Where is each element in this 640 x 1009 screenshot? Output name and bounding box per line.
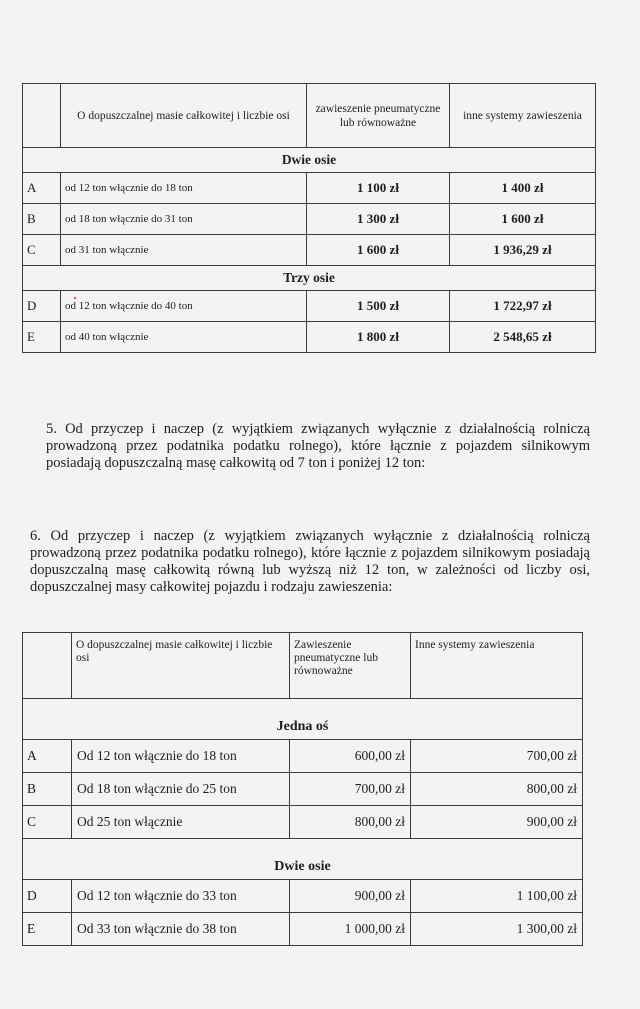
tax-table-trailers-12-plus	[22, 632, 583, 946]
row-letter: A	[23, 173, 61, 204]
header-other-suspension: Inne systemy zawieszenia	[411, 633, 583, 699]
row-value-pneumatic: 1 500 zł	[307, 291, 450, 322]
header-empty-cell	[23, 633, 72, 699]
row-description: od 40 ton włącznie	[61, 322, 307, 353]
row-value-other: 700,00 zł	[411, 740, 583, 773]
row-value-pneumatic: 900,00 zł	[290, 880, 411, 913]
row-value-other: 1 100,00 zł	[411, 880, 583, 913]
row-value-other: 2 548,65 zł	[450, 322, 596, 353]
row-value-other: 1 400 zł	[450, 173, 596, 204]
section-row	[23, 839, 583, 880]
section-one-axle: Jedna oś	[23, 699, 583, 740]
row-letter: D	[23, 880, 72, 913]
header-empty-cell	[23, 84, 61, 148]
row-letter: C	[23, 235, 61, 266]
row-letter: B	[23, 204, 61, 235]
header-mass-axles: O dopuszczalnej masie całkowitej i liczbie osi	[61, 84, 307, 148]
paragraph-5: 5. Od przyczep i naczep (z wyjątkiem związanych wyłącznie z działalnością rolniczą prowadzoną przez podatnika podatku rolnego), które łącznie z pojazdem silnikowym posiadają dopuszczalną masę całkowitą od 7 ton i poniżej 12 ton:	[46, 420, 590, 471]
row-description: od 12 ton włącznie do 18 ton	[61, 173, 307, 204]
scan-speck	[74, 297, 76, 299]
table-row	[23, 880, 583, 913]
header-mass-axles: O dopuszczalnej masie całkowitej i liczbie osi	[72, 633, 290, 699]
row-letter: B	[23, 773, 72, 806]
row-value-pneumatic: 700,00 zł	[290, 773, 411, 806]
section-three-axles: Trzy osie	[23, 266, 596, 291]
row-description: Od 25 ton włącznie	[72, 806, 290, 839]
paragraph-6: 6. Od przyczep i naczep (z wyjątkiem związanych wyłącznie z działalnością rolniczą prowadzoną przez podatnika podatku rolnego), które łącznie z pojazdem silnikowym posiadają dopuszczalną masę całkowitą równą lub wyższą niż 12 ton, w zależności od liczby osi, dopuszczalnej masy całkowitej pojazdu i rodzaju zawieszenia:	[30, 527, 590, 595]
row-description: od 31 ton włącznie	[61, 235, 307, 266]
row-value-pneumatic: 1 100 zł	[307, 173, 450, 204]
table-row	[23, 740, 583, 773]
row-description: Od 12 ton włącznie do 18 ton	[72, 740, 290, 773]
section-row	[23, 266, 596, 291]
table-row	[23, 322, 596, 353]
row-letter: A	[23, 740, 72, 773]
table-header-row	[23, 84, 596, 148]
row-value-pneumatic: 1 600 zł	[307, 235, 450, 266]
header-other-suspension: inne systemy zawieszenia	[450, 84, 596, 148]
table-header-row	[23, 633, 583, 699]
row-value-pneumatic: 1 800 zł	[307, 322, 450, 353]
table-row	[23, 204, 596, 235]
tax-table-trailers-7-12	[22, 83, 596, 353]
table-row	[23, 291, 596, 322]
row-description: od 12 ton włącznie do 40 ton	[61, 291, 307, 322]
row-letter: D	[23, 291, 61, 322]
row-description: Od 12 ton włącznie do 33 ton	[72, 880, 290, 913]
row-value-other: 1 600 zł	[450, 204, 596, 235]
row-value-pneumatic: 1 300 zł	[307, 204, 450, 235]
row-value-other: 900,00 zł	[411, 806, 583, 839]
row-description: Od 18 ton włącznie do 25 ton	[72, 773, 290, 806]
row-value-other: 1 936,29 zł	[450, 235, 596, 266]
row-value-pneumatic: 1 000,00 zł	[290, 913, 411, 946]
row-letter: C	[23, 806, 72, 839]
row-letter: E	[23, 322, 61, 353]
row-letter: E	[23, 913, 72, 946]
section-row	[23, 699, 583, 740]
section-row	[23, 148, 596, 173]
row-description: Od 33 ton włącznie do 38 ton	[72, 913, 290, 946]
row-value-other: 1 722,97 zł	[450, 291, 596, 322]
section-two-axles: Dwie osie	[23, 148, 596, 173]
table-row	[23, 806, 583, 839]
table-row	[23, 173, 596, 204]
row-value-other: 1 300,00 zł	[411, 913, 583, 946]
table-row	[23, 235, 596, 266]
header-pneumatic-suspension: zawieszenie pneumatyczne lub równoważne	[307, 84, 450, 148]
row-description: od 18 ton włącznie do 31 ton	[61, 204, 307, 235]
row-value-other: 800,00 zł	[411, 773, 583, 806]
header-pneumatic-suspension: Zawieszenie pneumatyczne lub równoważne	[290, 633, 411, 699]
table-row	[23, 913, 583, 946]
section-two-axles: Dwie osie	[23, 839, 583, 880]
table-row	[23, 773, 583, 806]
row-value-pneumatic: 800,00 zł	[290, 806, 411, 839]
row-value-pneumatic: 600,00 zł	[290, 740, 411, 773]
